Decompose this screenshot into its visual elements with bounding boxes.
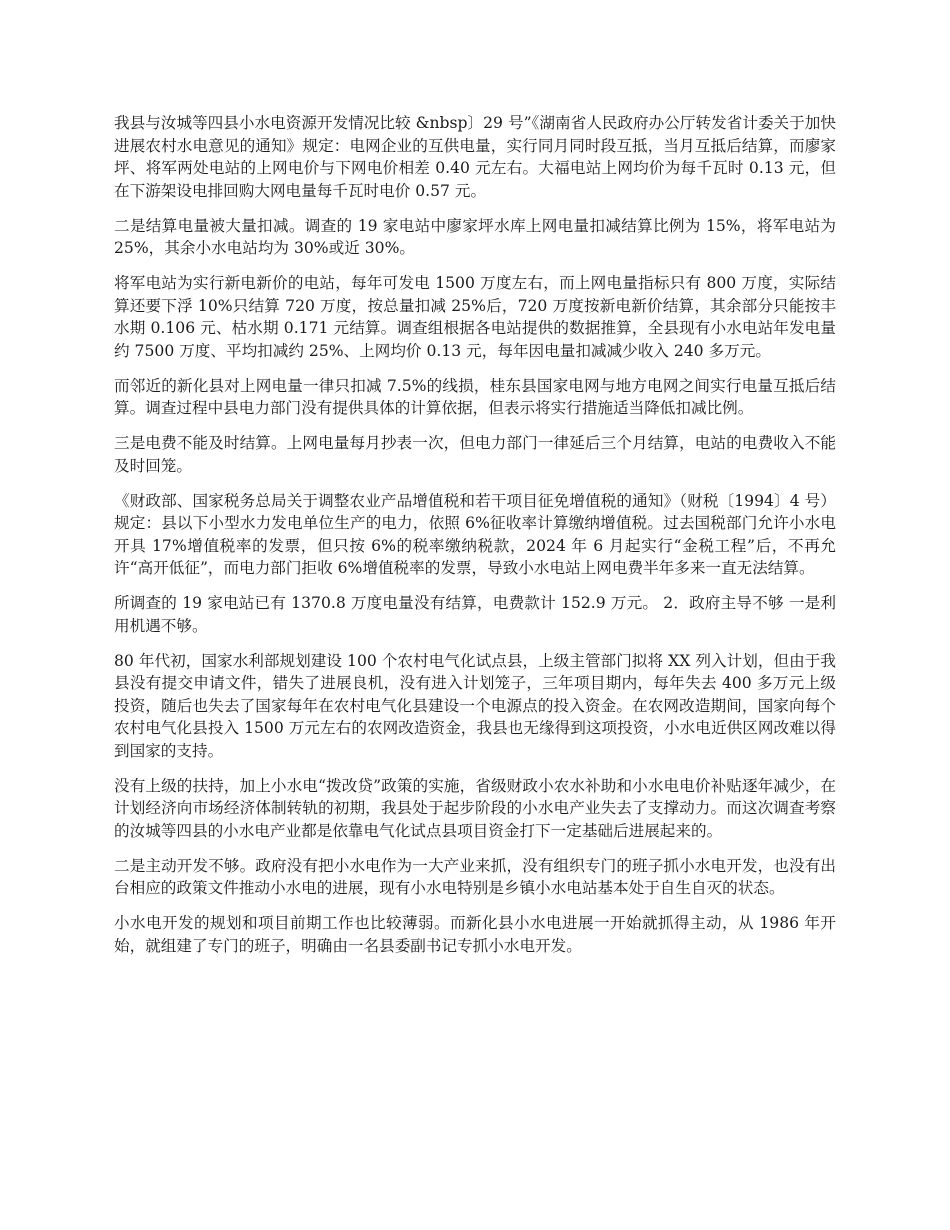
paragraph-planning-work: 小水电开发的规划和项目前期工作也比较薄弱。而新化县小水电进展一开始就抓得主动，从 1986 年开始，就组建了专门的班子，明确由一名县委副书记专抓小水电开发。 — [114, 914, 836, 955]
paragraph-lack-of-support: 没有上级的扶持，加上小水电“拨改贷”政策的实施，省级财政小农水补助和小水电电价补贴逐年减少，在计划经济向市场经济体制转轨的初期，我县处于起步阶段的小水电产业失去了支撑动力。而这次调查考察的汝城等四县的小水电产业都是依靠电气化试点县项目资金打下一定基础后进展起来的。 — [114, 776, 836, 840]
paragraph-electrification-pilot: 80 年代初，国家水利部规划建设 100 个农村电气化试点县，上级主管部门拟将 XX 列入计划，但由于我县没有提交申请文件，错失了进展良机，没有进入计划笼子，三年项目期内，每年失去 400 多万元上级投资，随后也失去了国家每年在农村电气化县建设一个电源点的投入资金。在农网改造期间，国家向每个农村电气化县投入 1500 万元左右的农网改造资金，我县也无缘得到这项投资，小水电近供区网改难以得到国家的支持。 — [114, 651, 836, 760]
paragraph-unsettled-power: 所调查的 19 家电站已有 1370.8 万度电量没有结算，电费款计 152.9 万元。 2．政府主导不够 一是利用机遇不够。 — [114, 594, 836, 635]
paragraph-settlement-delay: 三是电费不能及时结算。上网电量每月抄表一次，但电力部门一律延后三个月结算，电站的电费收入不能及时回笼。 — [114, 434, 836, 475]
paragraph-intro-price-difference: 我县与汝城等四县小水电资源开发情况比较 &nbsp〕29 号”《湖南省人民政府办公厅转发省计委关于加快进展农村水电意见的通知》规定：电网企业的互供电量，实行同月同时段互抵，当月互抵后结算，而廖家坪、将军两处电站的上网电价与下网电价相差 0.40 元左右。大福电站上网均价为每千瓦时 0.13 元，但在下游架设电排回购大网电量每千瓦时电价 0.57 元。 — [114, 114, 836, 200]
paragraph-vat-notice: 《财政部、国家税务总局关于调整农业产品增值税和若干项目征免增值税的通知》（财税〔1994〕4 号）规定：县以下小型水力发电单位生产的电力，依照 6%征收率计算缴纳增值税。过去国税部门允许小水电开具 17%增值税率的发票，但只按 6%的税率缴纳税款，2024 年 6 月起实行“金税工程”后，不再允许“高开低征”，而电力部门拒收 6%增值税率的发票，导致小水电站上网电费半年多来一直无法结算。 — [114, 491, 836, 577]
paragraph-active-development: 二是主动开发不够。政府没有把小水电作为一大产业来抓，没有组织专门的班子抓小水电开发，也没有出台相应的政策文件推动小水电的进展，现有小水电特别是乡镇小水电站基本处于自生自灭的状态。 — [114, 856, 836, 897]
paragraph-neighbor-counties: 而邻近的新化县对上网电量一律只扣减 7.5%的线损，桂东县国家电网与地方电网之间实行电量互抵后结算。调查过程中县电力部门没有提供具体的计算依据，但表示将实行措施适当降低扣减比例。 — [114, 376, 836, 417]
paragraph-jiangjun-station: 将军电站为实行新电新价的电站，每年可发电 1500 万度左右，而上网电量指标只有 800 万度，实际结算还要下浮 10%只结算 720 万度，按总量扣减 25%后，720 万度按新电新价结算，其余部分只能按丰水期 0.106 元、枯水期 0.171 元结算。调查组根据各电站提供的数据推算，全县现有小水电站年发电量约 7500 万度、平均扣减约 25%、上网均价 0.13 元，每年因电量扣减减少收入 240 多万元。 — [114, 274, 836, 360]
paragraph-deduction-ratio: 二是结算电量被大量扣减。调查的 19 家电站中廖家坪水库上网电量扣减结算比例为 15%，将军电站为 25%，其余小水电站均为 30%或近 30%。 — [114, 216, 836, 257]
